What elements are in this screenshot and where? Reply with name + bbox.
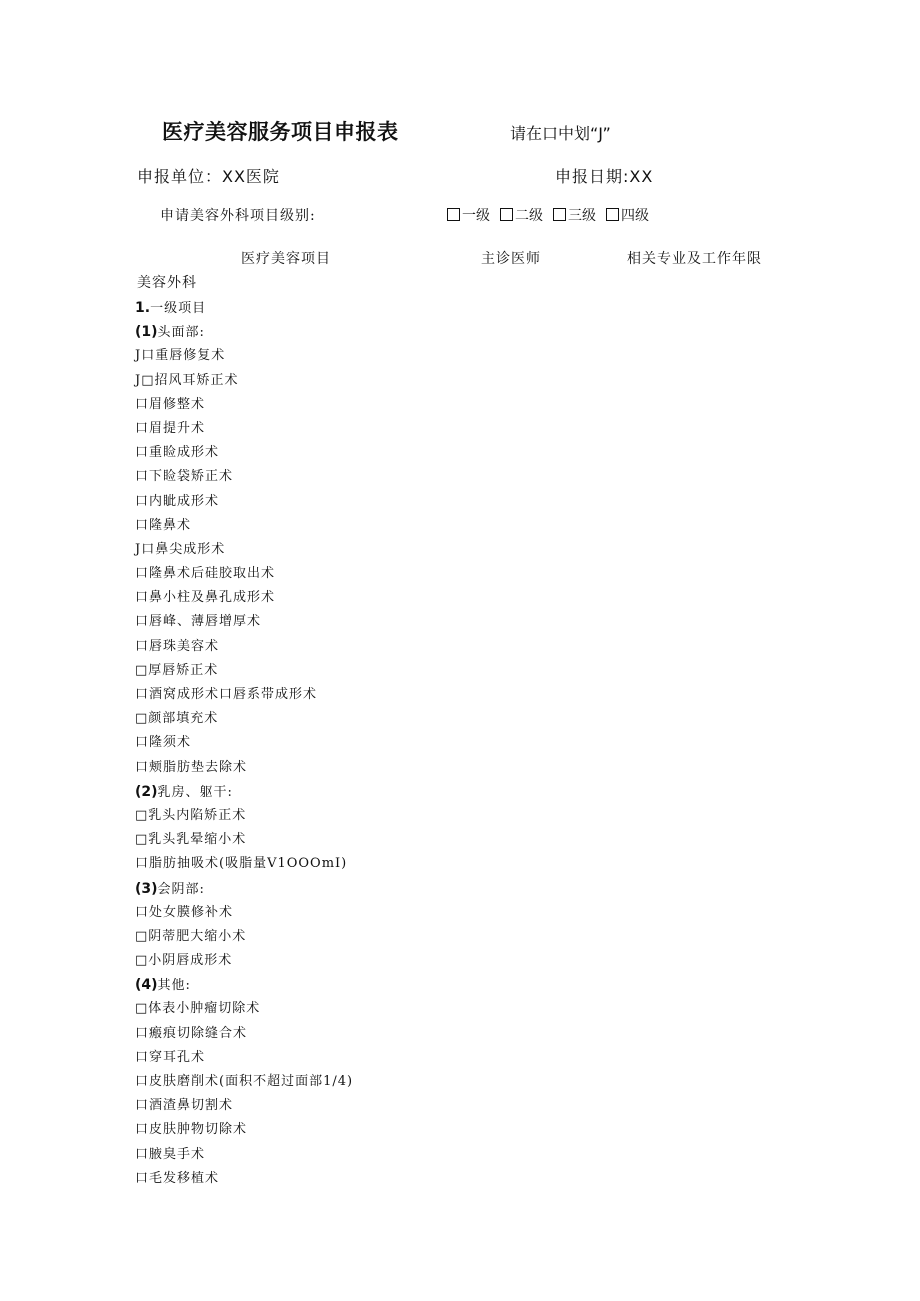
checkbox-icon[interactable] xyxy=(500,208,513,221)
list-item[interactable] xyxy=(135,901,353,925)
item-label: 口皮肤磨削术(面积不超过面部1/4) xyxy=(135,1074,354,1089)
checkbox-icon[interactable] xyxy=(606,208,619,221)
item-label: 口唇珠美容术 xyxy=(135,638,220,654)
section-heading xyxy=(135,320,353,344)
item-label: 口重睑成形术 xyxy=(135,445,220,461)
list-item[interactable] xyxy=(135,465,353,489)
list-item[interactable] xyxy=(135,852,353,876)
level-option-label: 四级 xyxy=(621,208,649,224)
list-item[interactable] xyxy=(135,586,353,610)
item-label: 口皮肤肿物切除术 xyxy=(135,1122,248,1138)
item-label: □阴蒂肥大缩小术 xyxy=(135,928,247,944)
form-title: 医疗美容服务项目申报表 xyxy=(162,120,399,144)
item-label: □乳头乳晕缩小术 xyxy=(135,832,247,848)
level-option-label: 一级 xyxy=(462,208,490,224)
section-number: (4) xyxy=(135,977,158,994)
section-number: 1. xyxy=(135,300,151,316)
list-item[interactable] xyxy=(135,635,353,659)
item-label: J口鼻尖成形术 xyxy=(135,541,226,557)
item-label: 一级项目 xyxy=(150,301,207,316)
section-number: (2) xyxy=(135,783,158,800)
list-item[interactable] xyxy=(135,1022,353,1046)
item-label: □体表小肿瘤切除术 xyxy=(135,1001,261,1017)
item-label: □乳头内陷矫正术 xyxy=(135,807,247,823)
list-item[interactable] xyxy=(135,514,353,538)
level-option-1[interactable] xyxy=(447,205,490,225)
list-item[interactable] xyxy=(135,804,353,828)
item-label: 口鼻小柱及鼻孔成形术 xyxy=(135,590,276,606)
column-header-doctor: 主诊医师 xyxy=(481,251,541,267)
section-heading xyxy=(135,780,353,804)
item-label: 头面部: xyxy=(157,325,205,341)
list-item[interactable] xyxy=(135,490,353,514)
section-heading xyxy=(135,296,353,320)
item-label: 口毛发移植术 xyxy=(135,1170,220,1186)
checkbox-icon[interactable] xyxy=(553,208,566,221)
item-label: J口重唇修复术 xyxy=(135,348,226,364)
item-label: 乳房、躯干: xyxy=(157,784,233,800)
instruction-hint: 请在口中划“J” xyxy=(510,124,611,143)
list-item[interactable] xyxy=(135,1143,353,1167)
list-item[interactable] xyxy=(135,369,353,393)
item-label: 口处女膜修补术 xyxy=(135,904,234,920)
list-item[interactable] xyxy=(135,1070,353,1094)
item-label: J□招风耳矫正术 xyxy=(135,372,239,388)
item-label: 口颊脂肪垫去除术 xyxy=(135,759,248,775)
item-label: 口眉修整术 xyxy=(135,396,206,412)
reporting-unit: 申报单位：XX医院 xyxy=(137,167,280,186)
reporting-date: 申报日期:XX xyxy=(555,167,654,186)
section-number: (3) xyxy=(135,880,158,897)
item-label: 口隆须术 xyxy=(135,735,192,751)
item-label: 口穿耳孔术 xyxy=(135,1049,206,1065)
list-item[interactable] xyxy=(135,1167,353,1191)
list-item[interactable] xyxy=(135,1118,353,1142)
item-label: 口隆鼻术 xyxy=(135,517,192,533)
item-label: 其他: xyxy=(157,978,191,994)
list-item[interactable] xyxy=(135,659,353,683)
list-item[interactable] xyxy=(135,441,353,465)
section-heading xyxy=(135,877,353,901)
item-label: 口内眦成形术 xyxy=(135,493,220,509)
item-label: 会阴部: xyxy=(157,881,205,897)
list-item[interactable] xyxy=(135,756,353,780)
list-item[interactable] xyxy=(135,731,353,755)
level-options xyxy=(447,205,649,225)
list-item[interactable] xyxy=(135,393,353,417)
list-item[interactable] xyxy=(135,925,353,949)
item-label: 口隆鼻术后硅胶取出术 xyxy=(135,566,276,582)
list-item[interactable] xyxy=(135,1046,353,1070)
list-item[interactable] xyxy=(135,538,353,562)
item-label: 口酒渣鼻切割术 xyxy=(135,1098,234,1114)
level-option-3[interactable] xyxy=(553,205,596,225)
item-label: 口下睑袋矫正术 xyxy=(135,469,234,485)
item-label: □厚唇矫正术 xyxy=(135,662,219,678)
level-label: 申请美容外科项目级别: xyxy=(160,208,316,224)
list-item[interactable] xyxy=(135,344,353,368)
list-item[interactable] xyxy=(135,828,353,852)
list-item[interactable] xyxy=(135,562,353,586)
level-option-4[interactable] xyxy=(606,205,649,225)
column-header-years: 相关专业及工作年限 xyxy=(627,251,762,267)
level-option-label: 三级 xyxy=(568,208,596,224)
item-label: 口脂肪抽吸术(吸脂量V1OOOmI) xyxy=(135,856,348,872)
item-label: □颜部填充术 xyxy=(135,711,219,727)
project-list xyxy=(135,296,353,1191)
checkbox-icon[interactable] xyxy=(447,208,460,221)
item-label: 口瘢痕切除缝合术 xyxy=(135,1025,248,1041)
list-item[interactable] xyxy=(135,997,353,1021)
item-label: 口酒窝成形术口唇系带成形术 xyxy=(135,687,318,702)
list-item[interactable] xyxy=(135,1094,353,1118)
department-label: 美容外科 xyxy=(137,275,197,291)
item-label: 口腋臭手术 xyxy=(135,1146,206,1162)
section-heading xyxy=(135,973,353,997)
list-item[interactable] xyxy=(135,707,353,731)
item-label: □小阴唇成形术 xyxy=(135,953,233,969)
item-label: 口唇峰、薄唇增厚术 xyxy=(135,614,262,630)
list-item[interactable] xyxy=(135,417,353,441)
column-header-project: 医疗美容项目 xyxy=(241,251,331,267)
level-option-2[interactable] xyxy=(500,205,543,225)
list-item[interactable] xyxy=(135,683,353,707)
item-label: 口眉提升术 xyxy=(135,420,206,436)
list-item[interactable] xyxy=(135,949,353,973)
level-option-label: 二级 xyxy=(515,208,543,224)
list-item[interactable] xyxy=(135,610,353,634)
section-number: (1) xyxy=(135,324,158,341)
